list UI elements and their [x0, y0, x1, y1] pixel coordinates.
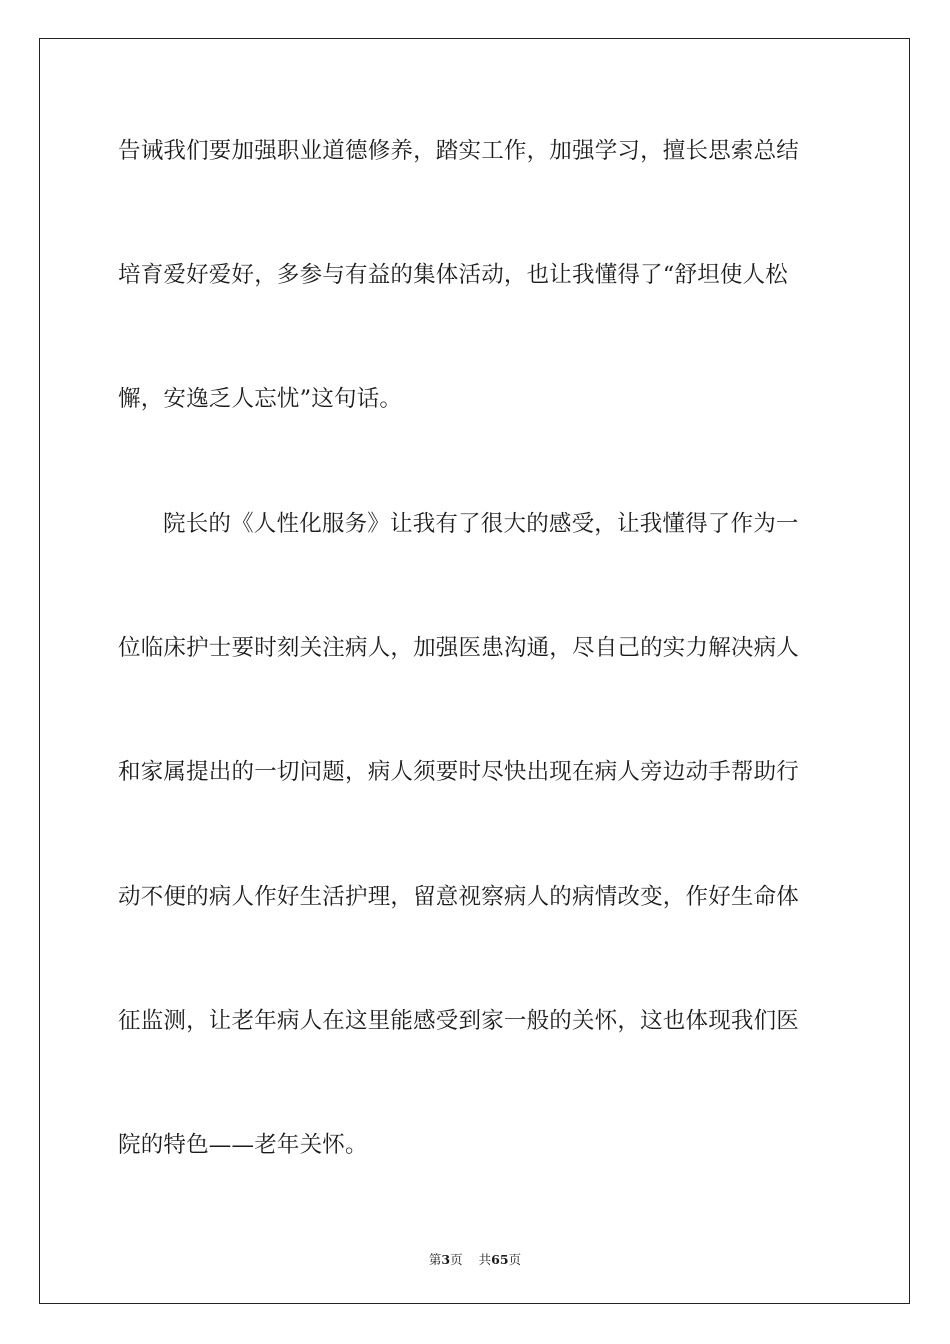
body-text-line: 告诫我们要加强职业道德修养，踏实工作，加强学习，擅长思索总结: [118, 138, 800, 164]
page-footer: [0, 1250, 950, 1268]
total-pages: 65: [491, 1252, 509, 1267]
paragraph-first-line: 院长的《人性化服务》让我有了很大的感受，让我懂得了作为一: [163, 511, 799, 537]
body-text-line: 动不便的病人作好生活护理，留意视察病人的病情改变，作好生命体: [118, 884, 800, 910]
page-number: 3: [441, 1252, 451, 1267]
body-text-line: 征监测，让老年病人在这里能感受到家一般的关怀，这也体现我们医: [118, 1008, 800, 1034]
page-border: [39, 38, 910, 1304]
page-prefix: 第: [428, 1252, 442, 1267]
page-suffix: 页: [450, 1252, 463, 1267]
body-text-line: 位临床护士要时刻关注病人，加强医患沟通，尽自己的实力解决病人: [118, 635, 800, 661]
body-text-line: 懈，安逸乏人忘忧”这句话。: [118, 386, 403, 412]
total-suffix: 页: [508, 1252, 522, 1267]
body-text-line: 培育爱好爱好，多参与有益的集体活动，也让我懂得了“舒坦使人松: [118, 262, 789, 288]
body-text-line: 院的特色——老年关怀。: [118, 1132, 368, 1158]
total-prefix: 共: [478, 1252, 492, 1267]
body-text-line: 和家属提出的一切问题，病人须要时尽快出现在病人旁边动手帮助行: [118, 759, 800, 785]
